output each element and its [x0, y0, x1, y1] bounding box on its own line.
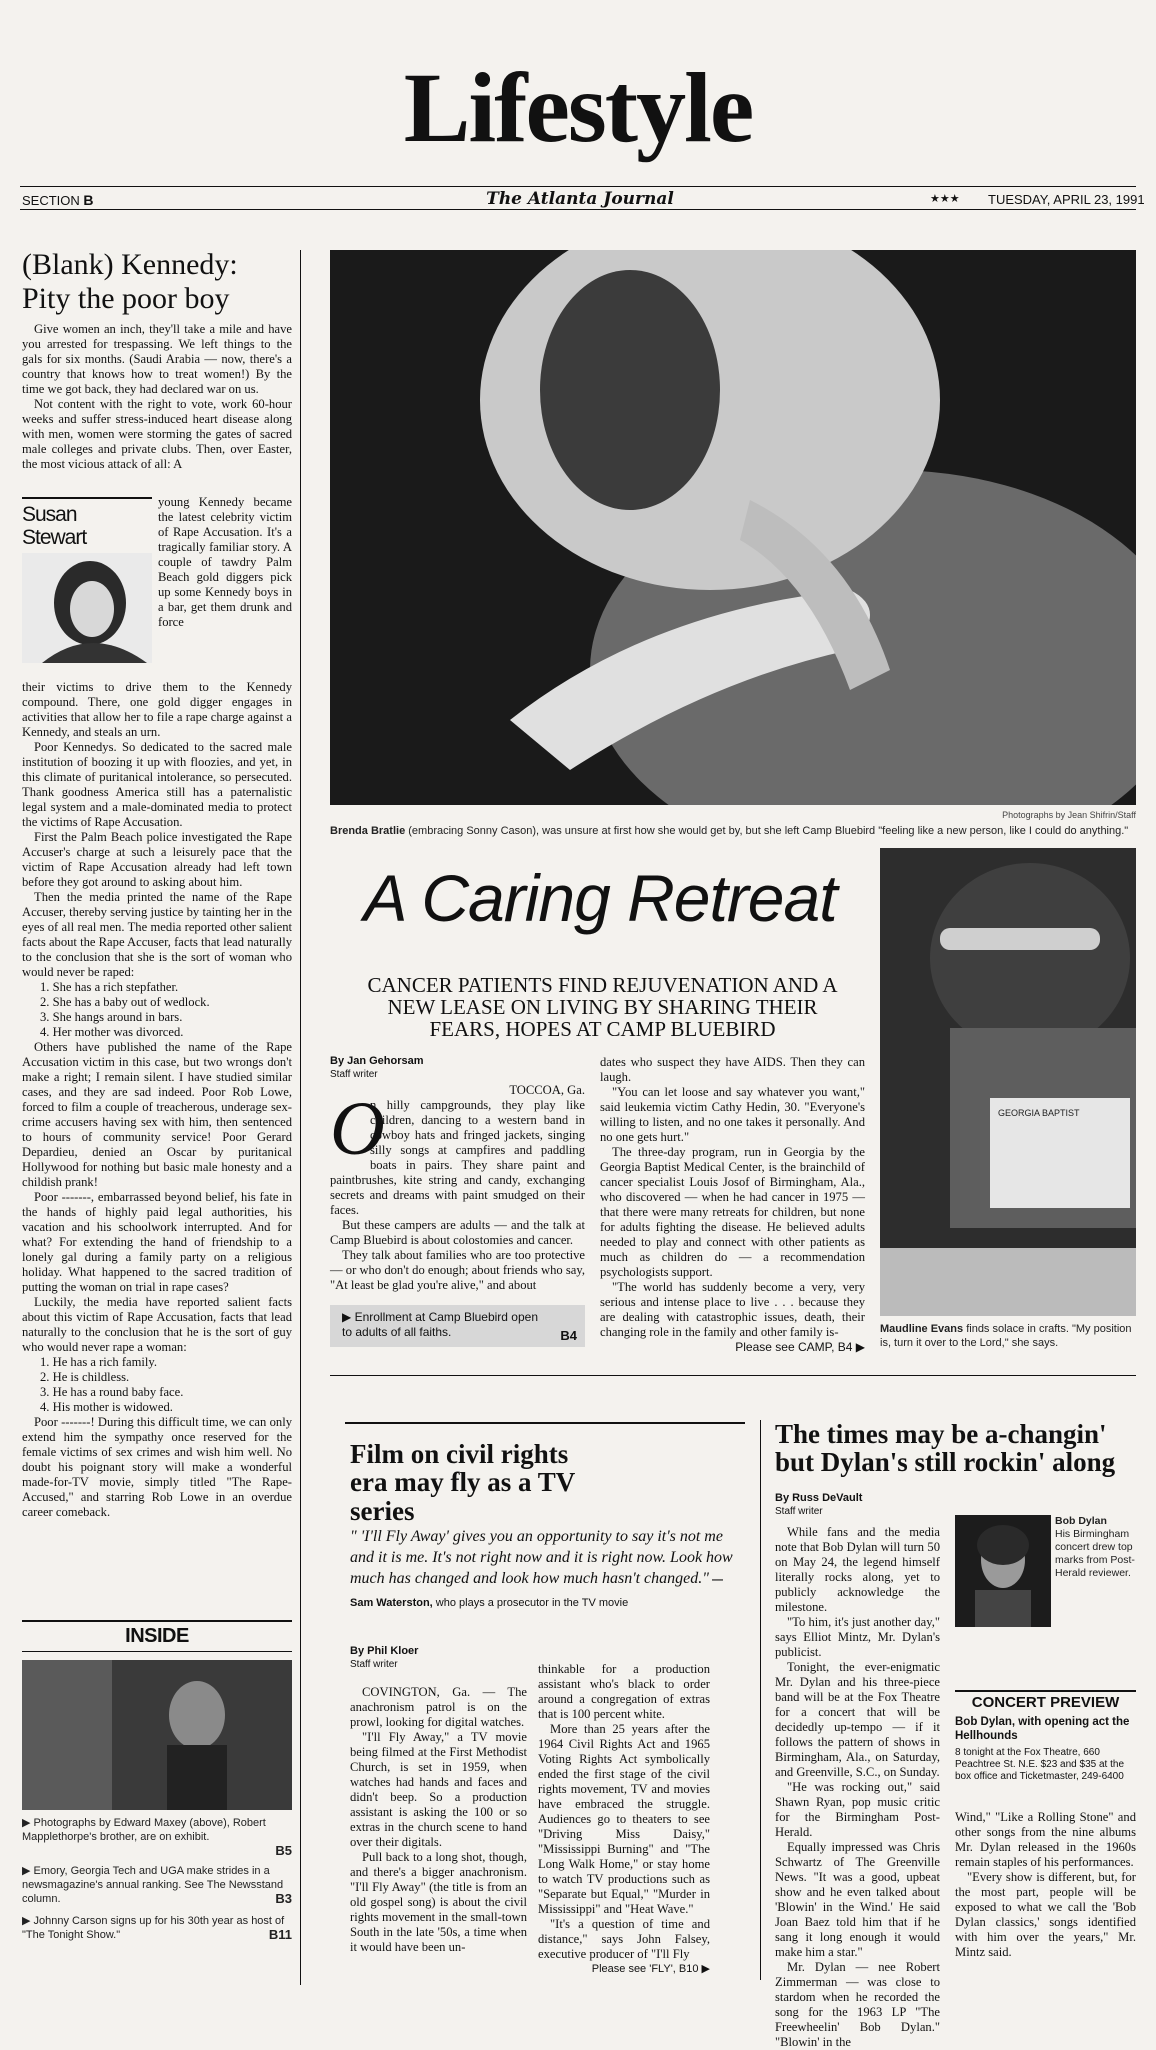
list-item: 1. She has a rich stepfather. — [40, 980, 179, 994]
edition-stars: ★★★ — [930, 193, 960, 205]
feature-paragraph: "You can let loose and say whatever you want," said leukemia victim Cathy Hedin, 30. "Everyone's willing to listen, and no one takes it personally. And no one gets hurt." — [600, 1085, 865, 1144]
column-wrap-text: young Kennedy became the latest celebrity victim of Rape Accusation. It's a tragically familiar story. A couple of tawdry Palm Beach gold diggers pick up some Kennedy boys in a bar, get them drunk and force — [158, 495, 292, 629]
tv-col-2 — [538, 1662, 710, 1962]
preview-subtitle: Bob Dylan, with opening act the Hellhounds — [955, 1716, 1130, 1742]
inside-item-page: B5 — [275, 1843, 292, 1858]
caption-text: (embracing Sonny Cason), was unsure at first how she would get by, but she left Camp Bluebird "feeling like a new person, like I could do anything." — [405, 825, 1129, 837]
tv-quote-attribution: — Sam Waterston, — [350, 1574, 724, 1609]
masthead-rule-bottom — [20, 209, 1136, 210]
dylan-paragraph: "To him, it's just another day," says Elliot Mintz, Mr. Dylan's publicist. — [775, 1615, 940, 1659]
feature-dropcap: O — [330, 1087, 385, 1171]
column-paragraph: Luckily, the media have reported salient facts about this victim of Rape Accusation, facts that lead naturally to the conclusion that he is the sort of guy who would never rape a woman: — [22, 1295, 292, 1354]
tv-col-1 — [350, 1685, 527, 1955]
feature-deck: CANCER PATIENTS FIND REJUVENATION AND A NEW LEASE ON LIVING BY SHARING THEIR FEARS, HOPES AT CAMP BLUEBIRD — [367, 973, 838, 1041]
feature-paragraph: They talk about families who are too protective — or who don't do enough; about friends who say, "At least be glad you're alive," and about — [330, 1248, 585, 1292]
inside-item[interactable] — [22, 1864, 292, 1906]
main-photo-caption — [330, 824, 1136, 838]
inside-box — [22, 1620, 292, 1985]
feature-paragraph: dates who suspect they have AIDS. Then they can laugh. — [600, 1055, 865, 1084]
dylan-paragraph: "Every show is different, but, for the most part, people will be exposed to what we call the 'Bob Dylan classics,' songs identified with him over the years," Mr. Mintz said. — [955, 1870, 1136, 1959]
dylan-paragraph: Tonight, the ever-enigmatic Mr. Dylan and his three-piece band will be at the Fox Theatre for a concert that will be decidedly up-tempo — if it follows the pattern of shows in Birmingham, Ala., on Saturday, and Greenville, S.C., on Sunday. — [775, 1660, 940, 1779]
crafts-photo — [880, 848, 1136, 1316]
dylan-paragraph: "He was rocking out," said Shawn Ryan, pop music critic for the Birmingham Post-Herald. — [775, 1780, 940, 1839]
tv-paragraph: Pull back to a long shot, though, and there's a bigger anachronism. "I'll Fly Away" (the title is from an old gospel song) is about the civil rights movement in the small-town South in the late '50s, a time when it would have been un- — [350, 1850, 527, 1954]
feature-refer-box[interactable] — [330, 1305, 585, 1347]
dylan-paragraph: Mr. Dylan — nee Robert Zimmerman — was close to stardom when he recorded the song for the 1963 LP "The Freewheelin' Bob Dylan." "Blowin' in the — [775, 1960, 940, 2049]
column-list-1 — [22, 980, 292, 1040]
list-item: 2. He is childless. — [40, 1370, 130, 1384]
column-paragraph: Not content with the right to vote, work 60-hour weeks and suffer stress-induced heart disease along with men, women were storming the gates of sacred male colleges and private clubs. Then, over Easter, the most vicious attack of all: A — [22, 397, 292, 471]
feature-staff: Staff writer — [330, 1069, 378, 1080]
feature-byline: By Jan Gehorsam — [330, 1055, 424, 1067]
dylan-paragraph: Wind," "Like a Rolling Stone" and other songs from the nine albums Mr. Dylan released in the 1960s remain staples of his performances. — [955, 1810, 1136, 1869]
dylan-headline: The times may be a-changin' but Dylan's still rockin' along — [775, 1419, 1116, 1478]
column-paragraph: their victims to drive them to the Kennedy compound. There, one gold digger engages in activities that allow her to file a rape charge against a Kennedy, and steals an urn. — [22, 680, 292, 739]
columnist-box — [22, 497, 152, 654]
list-item: 3. She hangs around in bars. — [40, 1010, 183, 1024]
dylan-paragraph: Equally impressed was Chris Schwartz of The Greenville News. "It was a good, upbeat show and he even talked about 'Blowin' in the Wind.' He said Joan Baez told him that if he sang it long enough it would make him a star." — [775, 1840, 940, 1959]
column-paragraph: Poor -------, embarrassed beyond belief, his fate in the hands of highly paid legal authorities, his vacation and his schoolwork interrupted. And for what? For extending the hand of friendship to a lonely gal during a family party on a religious holiday. What happened to the sacred tradition of putting the woman on trial in rape cases? — [22, 1190, 292, 1294]
photo-credit: Photographs by Jean Shifrin/Staff — [1002, 810, 1136, 820]
lower-stories-divider — [760, 1420, 761, 1980]
dylan-paragraph: While fans and the media note that Bob Dylan will turn 50 on May 24, the legend himself literally rocks along, yet to publicly acknowledge the milestone. — [775, 1525, 940, 1614]
list-item: 1. He has a rich family. — [40, 1355, 158, 1369]
feature-col-1 — [330, 1083, 585, 1293]
list-item: 4. Her mother was divorced. — [40, 1025, 184, 1039]
caption-text: His Birmingham concert drew top marks from Post-Herald reviewer. — [1055, 1528, 1135, 1579]
caption-text: finds solace in crafts. "My position is, turn it over to the Lord," she says. — [880, 1323, 1132, 1349]
column-divider-left — [300, 250, 301, 1985]
inside-item-page: B11 — [268, 1927, 292, 1942]
section-letter: B — [83, 192, 94, 208]
column-paragraph: Poor -------! During this difficult time, we can only extend him the sympathy once reserved for the female victims of sex crimes and wish him well. No doubt his poignant story will make a wonderful made-for-TV movie, simply titled "The Rape-Accused," and starring Rob Lowe in an overdue career comeback. — [22, 1415, 292, 1519]
feature-dateline: TOCCOA, Ga. — [509, 1083, 585, 1097]
list-item: 4. His mother is widowed. — [40, 1400, 173, 1414]
section-label — [22, 192, 94, 208]
column-paragraph: First the Palm Beach police investigated the Rape Accuser's charge at such a leisurely pace that the victim of Rape Accusation already had left town before they got around to asking about him. — [22, 830, 292, 889]
crafts-photo-caption — [880, 1322, 1136, 1350]
feature-refer-text: ▶ Enrollment at Camp Bluebird open to adults of all faiths. — [342, 1310, 538, 1339]
preview-title: CONCERT PREVIEW — [971, 1694, 1120, 1711]
tv-paragraph: COVINGTON, Ga. — The anachronism patrol is on the prowl, looking for digital watches. — [350, 1685, 527, 1729]
column-paragraph: Others have published the name of the Rape Accusation victim in this case, but two wrongs don't make a right; I remain silent. I have studied similar cases, and they are sad indeed. Poor Rob Lowe, forced to film a couple of treacherous, underage sex-crime accusers having sex with him, then sentenced to hours of community service! Poor Gerard Depardieu, denied an Oscar by puritanical Hollywood for nothing but basic male honesty and a childish prank! — [22, 1040, 292, 1189]
list-item: 2. She has a baby out of wedlock. — [40, 995, 210, 1009]
tv-paragraph: "It's a question of time and distance," says John Falsey, executive producer of "I'll Fly — [538, 1917, 710, 1961]
feature-refer-page: B4 — [560, 1328, 577, 1343]
column-body-middle — [22, 680, 292, 1520]
column-paragraph: Then the media printed the name of the Rape Accuser, thereby serving justice by tainting her in the eyes of all real men. The media reported other salient facts about the Rape Accuser, facts that lead naturally to the conclusion that she is the sort of woman who would never be raped: — [22, 890, 292, 979]
dylan-col-2 — [955, 1810, 1136, 1960]
feature-title: A Caring Retreat — [363, 861, 837, 935]
column-headline: (Blank) Kennedy: Pity the poor boy — [22, 248, 238, 315]
section-title: Lifestyle — [403, 52, 753, 163]
section-label-text: SECTION — [22, 193, 80, 208]
tv-headline: Film on civil rights era may fly as a TV series — [350, 1439, 575, 1526]
concert-preview-box — [955, 1690, 1136, 1783]
dylan-col-1 — [775, 1525, 940, 2050]
newspaper-name: The Atlanta Journal — [486, 189, 674, 209]
inside-item-text: ▶ Johnny Carson signs up for his 30th year as host of "The Tonight Show." — [22, 1915, 285, 1941]
dylan-byline: By Russ DeVault — [775, 1492, 863, 1504]
column-body-top — [22, 322, 292, 472]
inside-item-text: ▶ Emory, Georgia Tech and UGA make strides in a newsmagazine's annual ranking. See The Newsstand column. — [22, 1865, 284, 1905]
inside-item[interactable] — [22, 1816, 292, 1858]
feature-paragraph: But these campers are adults — and the talk at Camp Bluebird is about colostomies and cancer. — [330, 1218, 585, 1247]
caption-name: Maudline Evans — [880, 1323, 964, 1335]
feature-paragraph: "The world has suddenly become a very, very serious and intense place to live . . . because they are dealing with catastrophic issues, death, their changing role in the family and other family is- — [600, 1280, 865, 1339]
inside-item[interactable] — [22, 1914, 292, 1942]
tv-pull-quote — [350, 1526, 745, 1614]
lower-stories-rule — [330, 1375, 1136, 1376]
columnist-name: Susan Stewart — [22, 503, 87, 549]
dylan-staff: Staff writer — [775, 1506, 823, 1517]
inside-title: INSIDE — [22, 1620, 292, 1652]
column-paragraph: Give women an inch, they'll take a mile and have you arrested for trespassing. We left things to the gals for six months. (Saudi Arabia — now, there's a country that knows how to treat women!) By the time we got back, they had declared war on us. — [22, 322, 292, 396]
masthead-rule-top — [20, 186, 1136, 187]
tv-staff: Staff writer — [350, 1659, 398, 1670]
tv-byline: By Phil Kloer — [350, 1645, 419, 1657]
inside-item-page: B3 — [275, 1891, 292, 1906]
dylan-photo-caption — [1055, 1515, 1136, 1580]
tv-quote-text: " 'I'll Fly Away' gives you an opportunity to say it's not me and it is me. It's not right now and it is right now. Look how much has changed and look how much hasn't changed." — [350, 1528, 733, 1587]
bag-print: GEORGIA BAPTIST — [998, 1108, 1080, 1118]
feature-paragraph: n hilly campgrounds, they play like children, dancing to a western band in cowboy hats and fringed jackets, singing silly songs at campfires and paddling boats in pairs. They share paint and paintbrushes, kite string and candy, exchanging secrets and dreams with paint smudged on their faces. — [330, 1098, 585, 1217]
tv-quote-role: who plays a prosecutor in the TV movie — [432, 1597, 629, 1609]
columnist-photo — [22, 553, 152, 663]
main-photo-hug — [330, 250, 1136, 805]
tv-paragraph: "I'll Fly Away," a TV movie being filmed at the First Methodist Church, is set in 1959, when watches had hands and faces and didn't beep. So a production assistant is asking the 100 or so extras in the church scene to hand over their digitals. — [350, 1730, 527, 1849]
inside-photo — [22, 1660, 292, 1810]
dylan-photo — [955, 1515, 1051, 1627]
tv-paragraph: thinkable for a production assistant who's black to order around a congregation of extras that is 100 percent white. — [538, 1662, 710, 1721]
feature-jump[interactable]: Please see CAMP, B4 ▶ — [735, 1340, 865, 1354]
issue-date: TUESDAY, APRIL 23, 1991 — [988, 192, 1145, 207]
list-item: 3. He has a round baby face. — [40, 1385, 184, 1399]
caption-name: Bob Dylan — [1055, 1515, 1107, 1527]
feature-paragraph: The three-day program, run in Georgia by the Georgia Baptist Medical Center, is the brainchild of cancer specialist Louis Josof of Birmingham, Ala., who discovered — when he had cancer in 1975 — that there were many retreats for children, but none for adults fighting the disease. He believed adults needed to play and connect with other patients as much as children do — a recommendation psychologists support. — [600, 1145, 865, 1279]
caption-name: Brenda Bratlie — [330, 825, 406, 837]
preview-info: 8 tonight at the Fox Theatre, 660 Peachtree St. N.E. $23 and $35 at the box office and Ticketmaster, 249-6400 — [955, 1747, 1125, 1782]
feature-col-2 — [600, 1055, 865, 1340]
column-paragraph: Poor Kennedys. So dedicated to the sacred male institution of boozing it up with floozies, and yet, in this climate of puritanical intolerance, so persecuted. Thank goodness America still has a paternalistic legal system and a male-dominated media to protect the victims of Rape Accusation. — [22, 740, 292, 829]
tv-jump[interactable]: Please see 'FLY', B10 ▶ — [591, 1963, 710, 1975]
inside-item-text: ▶ Photographs by Edward Maxey (above), Robert Mapplethorpe's brother, are on exhibit. — [22, 1817, 266, 1843]
column-list-2 — [22, 1355, 292, 1415]
tv-paragraph: More than 25 years after the 1964 Civil Rights Act and 1965 Voting Rights Act symbolically ended the first stage of the civil rights movement, TV and movies have embraced the struggle. Audiences go to theaters to see "Driving Miss Daisy," "Mississippi Burning" and "The Long Walk Home," or stay home to watch TV productions such as "Separate but Equal," "Murder in Mississippi" and "Heat Wave." — [538, 1722, 710, 1916]
